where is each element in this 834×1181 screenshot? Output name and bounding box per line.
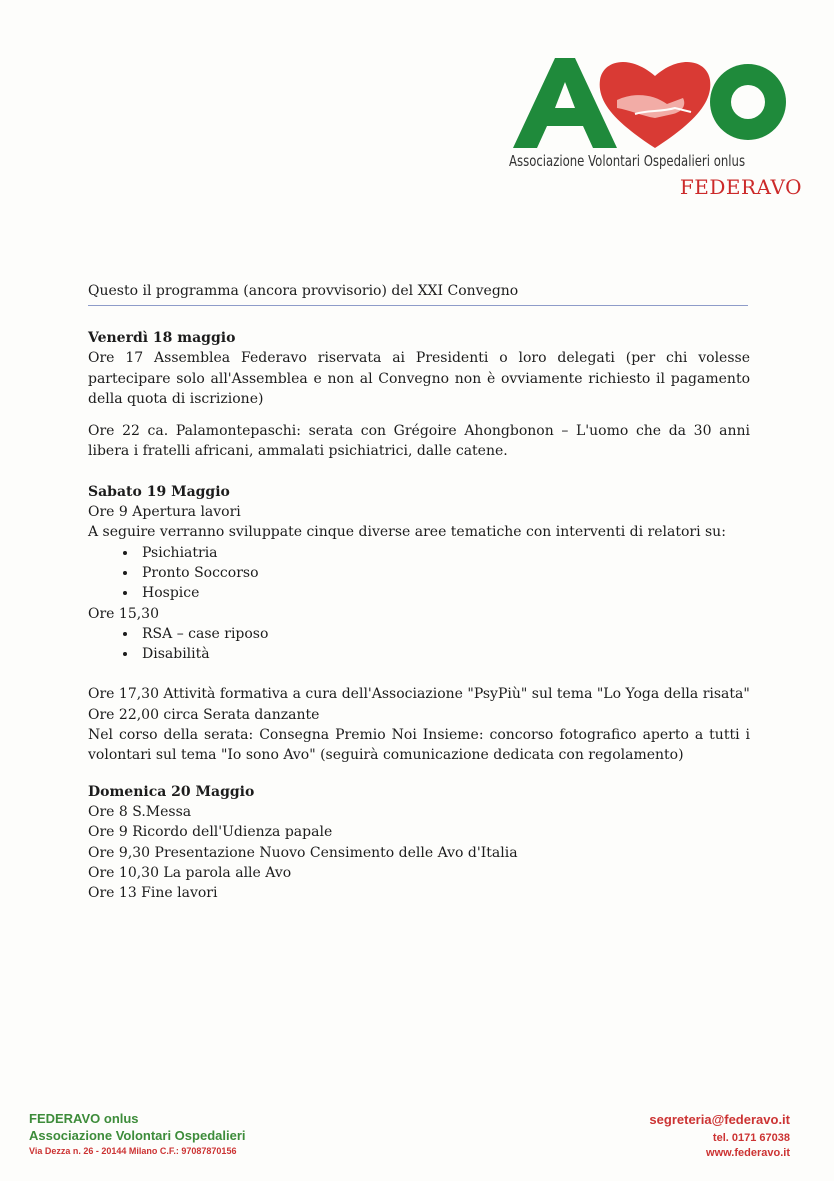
sunday-item: Ore 8 S.Messa [88,803,192,820]
footer-email[interactable]: segreteria@federavo.it [649,1112,790,1127]
footer-address: Via Dezza n. 26 - 20144 Milano C.F.: 97087870156 [29,1146,237,1156]
logo-federavo: FEDERAVO [679,175,802,199]
saturday-dance: Ore 22,00 circa Serata danzante [88,706,320,723]
list-item: • Hospice [138,583,750,603]
saturday-intro: A seguire verranno sviluppate cinque diverse aree tematiche con interventi di relatori su: [88,524,726,541]
saturday-opening: Ore 9 Apertura lavori [88,504,241,521]
footer-phone: tel. 0171 67038 [712,1132,790,1144]
saturday-award: Nel corso della serata: Consegna Premio Noi Insieme: concorso fotografico aperto a tutti i volontari sul tema "Io sono Avo" (seguirà comunicazione dedicata con regolamento) [88,727,750,764]
sunday-item: Ore 13 Fine lavori [88,885,218,902]
footer-assoc: Associazione Volontari Ospedalieri [29,1128,246,1143]
saturday-title: Sabato 19 Maggio [88,483,230,500]
sunday-item: Ore 9,30 Presentazione Nuovo Censimento delle Avo d'Italia [88,844,518,861]
footer-contacts [649,1110,790,1160]
saturday-afternoon: Ore 15,30 [88,605,159,622]
list-item: • Disabilità [138,644,750,664]
list-item: • Psichiatria [138,543,750,563]
saturday-topics-afternoon [88,624,750,665]
avo-logo-mark-icon [505,52,795,152]
friday-title: Venerdì 18 maggio [88,330,236,346]
program-content [88,328,750,903]
saturday-training: Ore 17,30 Attività formativa a cura dell'Associazione "PsyPiù" sul tema "Lo Yoga della risata" [88,686,750,703]
program-intro: Questo il programma (ancora provvisorio) del XXI Convegno [88,283,748,306]
list-item: • Pronto Soccorso [138,563,750,583]
list-item: • RSA – case riposo [138,624,750,644]
friday-assembly: Ore 17 Assemblea Federavo riservata ai Presidenti o loro delegati (per chi volesse partecipare solo all'Assemblea e non al Convegno non è ovviamente richiesto il pagamento della quota di iscrizione) [88,350,750,407]
footer-org-info [29,1110,246,1158]
footer-org: FEDERAVO onlus [29,1111,139,1126]
sunday-title: Domenica 20 Maggio [88,783,255,800]
friday-evening: Ore 22 ca. Palamontepaschi: serata con Grégoire Ahongbonon – L'uomo che da 30 anni libera i fratelli africani, ammalati psichiatrici, dalle catene. [88,423,750,460]
footer-website[interactable]: www.federavo.it [706,1147,790,1159]
sunday-item: Ore 9 Ricordo dell'Udienza papale [88,824,333,841]
sunday-item: Ore 10,30 La parola alle Avo [88,864,292,881]
avo-logo [505,52,805,204]
logo-subtitle: Associazione Volontari Ospedalieri onlus [509,152,746,170]
saturday-topics-morning [88,543,750,604]
